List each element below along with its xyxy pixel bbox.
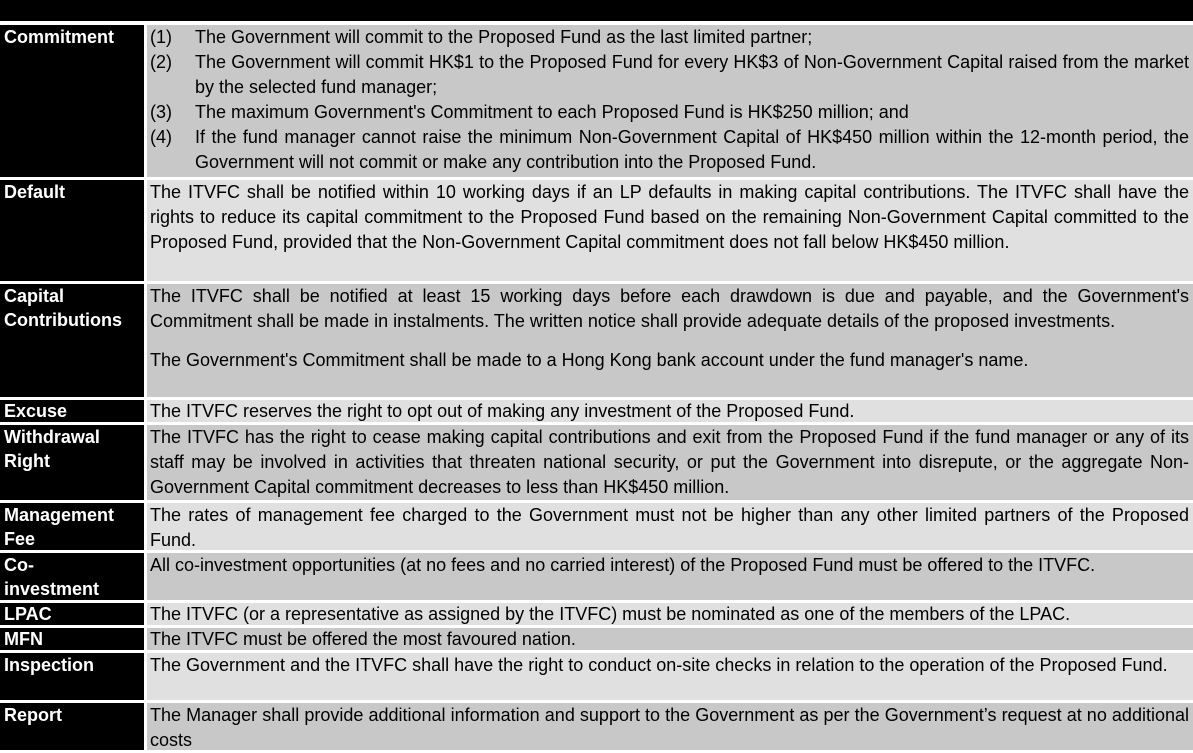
paragraph-gap — [150, 334, 1189, 348]
table-row — [0, 25, 1193, 177]
row-label-report: Report — [0, 703, 144, 750]
row-label-management-fee — [0, 503, 144, 550]
row-label-line: Fee — [4, 529, 36, 549]
row-content-capital-contributions — [147, 284, 1193, 397]
row-label-line: Management — [4, 505, 115, 525]
terms-table — [0, 25, 1193, 753]
table-row — [0, 703, 1193, 750]
list-item-text: The Government will commit HK$1 to the Proposed Fund for every HK$3 of Non-Government Capital raised from the market by the selected fund manager; — [195, 52, 1189, 97]
row-content-management-fee: The rates of management fee charged to the Government must not be higher than any other limited partners of the Proposed Fund. — [147, 503, 1193, 550]
row-label-lpac: LPAC — [0, 603, 144, 625]
table-row — [0, 284, 1193, 397]
row-label-capital-contributions — [0, 284, 144, 397]
row-content-commitment — [147, 25, 1193, 177]
row-content-excuse: The ITVFC reserves the right to opt out of making any investment of the Proposed Fund. — [147, 400, 1193, 422]
row-label-line: Contributions — [4, 310, 122, 330]
table-row — [0, 180, 1193, 281]
list-item-number: (4) — [150, 127, 172, 147]
top-bar — [0, 0, 1193, 21]
list-item-text: If the fund manager cannot raise the minimum Non-Government Capital of HK$450 million within the 12-month period, the Government will not commit or make any contribution into the Proposed Fund. — [195, 127, 1189, 172]
row-content-withdrawal-right: The ITVFC has the right to cease making capital contributions and exit from the Proposed Fund if the fund manager or any of its staff may be involved in activities that threaten national security, or put the Government into disrepute, or the aggregate Non-Government Capital commitment decreases to less than HK$450 million. — [147, 425, 1193, 500]
list-item-number: (3) — [150, 102, 172, 122]
row-content-inspection: The Government and the ITVFC shall have the right to conduct on-site checks in relation to the operation of the Proposed Fund. — [147, 653, 1193, 700]
row-label-mfn: MFN — [0, 628, 144, 650]
row-label-line: Co- — [4, 555, 34, 575]
row-content-report: The Manager shall provide additional information and support to the Government as per the Government’s request at no additional costs — [147, 703, 1193, 750]
row-label-line: investment — [4, 579, 100, 599]
list-item-number: (2) — [150, 52, 172, 72]
list-item — [150, 100, 1189, 125]
row-label-excuse: Excuse — [0, 400, 144, 422]
list-item — [150, 25, 1189, 50]
row-label-line: Capital — [4, 286, 65, 306]
list-item-number: (1) — [150, 27, 172, 47]
list-item-text: The maximum Government's Commitment to each Proposed Fund is HK$250 million; and — [195, 102, 909, 122]
table-row — [0, 425, 1193, 500]
table-row — [0, 553, 1193, 600]
row-label-co-investment — [0, 553, 144, 600]
table-row — [0, 653, 1193, 700]
list-item — [150, 50, 1189, 100]
table-row — [0, 603, 1193, 625]
table-row — [0, 400, 1193, 422]
row-content-mfn: The ITVFC must be offered the most favoured nation. — [147, 628, 1193, 650]
table-row — [0, 503, 1193, 550]
row-label-withdrawal-right — [0, 425, 144, 500]
table-row — [0, 628, 1193, 650]
row-content-co-investment: All co-investment opportunities (at no fees and no carried interest) of the Proposed Fund must be offered to the ITVFC. — [147, 553, 1193, 600]
row-label-inspection: Inspection — [0, 653, 144, 700]
list-item-text: The Government will commit to the Proposed Fund as the last limited partner; — [195, 27, 813, 47]
list-item — [150, 125, 1189, 175]
row-content-lpac: The ITVFC (or a representative as assigned by the ITVFC) must be nominated as one of the members of the LPAC. — [147, 603, 1193, 625]
paragraph: The ITVFC shall be notified at least 15 working days before each drawdown is due and payable, and the Government's Commitment shall be made in instalments. The written notice shall provide adequate details of the proposed investments. — [150, 286, 1189, 331]
row-label-default: Default — [0, 180, 144, 281]
row-label-line: Withdrawal — [4, 427, 100, 447]
row-label-commitment: Commitment — [0, 25, 144, 177]
row-label-line: Right — [4, 451, 50, 471]
paragraph: The Government's Commitment shall be made to a Hong Kong bank account under the fund manager's name. — [150, 350, 1029, 370]
row-content-default: The ITVFC shall be notified within 10 working days if an LP defaults in making capital contributions. The ITVFC shall have the rights to reduce its capital commitment to the Proposed Fund based on the remaining Non-Government Capital committed to the Proposed Fund, provided that the Non-Government Capital commitment does not fall below HK$450 million. — [147, 180, 1193, 281]
